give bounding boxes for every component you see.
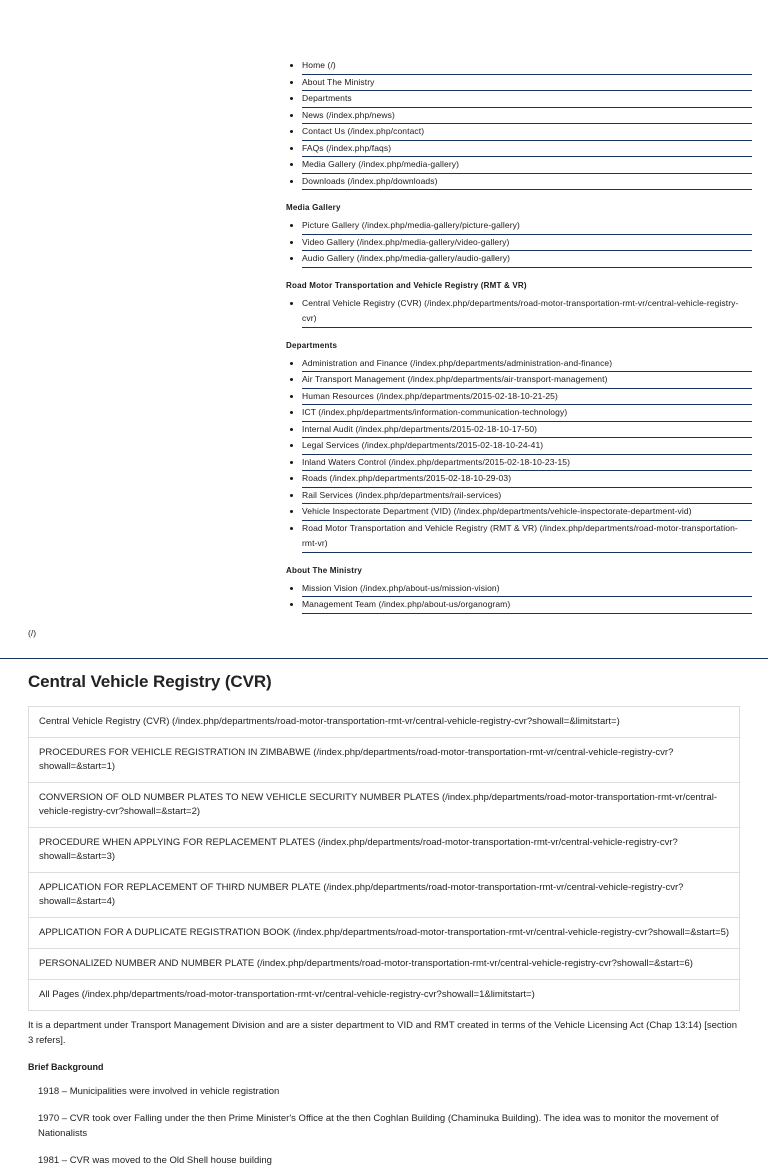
nav-item-ict[interactable]: • ICT (/index.php/departments/information-communication-technology) — [302, 405, 752, 422]
nav-item-administration-and-finance[interactable]: • Administration and Finance (/index.php/departments/administration-and-finance) — [302, 356, 752, 373]
table-row — [29, 738, 740, 783]
about-the-ministry-heading: About The Ministry — [286, 565, 363, 575]
nav-item-air-transport-management[interactable]: • Air Transport Management (/index.php/departments/air-transport-management) — [302, 372, 752, 389]
table-row — [29, 918, 740, 949]
nav-item-vehicle-inspectorate-department[interactable]: • Vehicle Inspectorate Department (VID) (/index.php/departments/vehicle-inspectorate-department-vid) — [302, 504, 752, 521]
site-navigation — [286, 58, 752, 614]
nav-item-central-vehicle-registry[interactable]: • Central Vehicle Registry (CVR) (/index.php/departments/road-motor-transportation-rmt-vr/central-vehicle-registry-cvr) — [302, 296, 752, 328]
nav-item-about-the-ministry[interactable]: • About The Ministry — [302, 75, 752, 92]
pagination-link-2[interactable]: CONVERSION OF OLD NUMBER PLATES TO NEW VEHICLE SECURITY NUMBER PLATES (/index.php/departments/road-motor-transportation-rmt-vr/central-vehicle-registry-cvr?showall=&start=2) — [29, 783, 740, 828]
history-line-1981: 1981 – CVR was moved to the Old Shell house building — [38, 1155, 272, 1166]
pagination-link-1[interactable]: PROCEDURES FOR VEHICLE REGISTRATION IN ZIMBABWE (/index.php/departments/road-motor-transportation-rmt-vr/central-vehicle-registry-cvr?showall=&start=1) — [29, 738, 740, 783]
nav-item-roads[interactable]: • Roads (/index.php/departments/2015-02-18-10-29-03) — [302, 471, 752, 488]
departments-heading: Departments — [286, 340, 338, 350]
table-row — [29, 828, 740, 873]
rmt-vr-heading: Road Motor Transportation and Vehicle Registry (RMT & VR) — [286, 280, 527, 290]
nav-item-audio-gallery[interactable]: • Audio Gallery (/index.php/media-gallery/audio-gallery) — [302, 251, 752, 268]
nav-item-human-resources[interactable]: • Human Resources (/index.php/departments/2015-02-18-10-21-25) — [302, 389, 752, 406]
media-gallery-heading: Media Gallery — [286, 203, 341, 212]
about-the-ministry-menu — [286, 581, 752, 614]
history-line-1918: 1918 – Municipalities were involved in vehicle registration — [38, 1086, 280, 1097]
table-row — [29, 873, 740, 918]
departments-section — [286, 341, 752, 553]
nav-item-faqs[interactable]: • FAQs (/index.php/faqs) — [302, 141, 752, 158]
intro-paragraph: It is a department under Transport Management Division and are a sister department to VID and RMT created in terms of the Vehicle Licensing Act (Chap 13:14) [section 3 refers]. — [28, 1020, 737, 1046]
rmt-vr-section — [286, 281, 752, 328]
nav-item-road-motor-transportation[interactable]: • Road Motor Transportation and Vehicle Registry (RMT & VR) (/index.php/departments/road-motor-transportation-rmt-vr) — [302, 521, 752, 553]
nav-item-downloads[interactable]: • Downloads (/index.php/downloads) — [302, 174, 752, 191]
about-the-ministry-section — [286, 566, 752, 614]
rmt-vr-menu — [286, 296, 752, 328]
nav-item-video-gallery[interactable]: • Video Gallery (/index.php/media-gallery/video-gallery) — [302, 235, 752, 252]
nav-item-contact-us[interactable]: • Contact Us (/index.php/contact) — [302, 124, 752, 141]
departments-menu — [286, 356, 752, 553]
nav-item-management-team[interactable]: • Management Team (/index.php/about-us/organogram) — [302, 597, 752, 614]
table-row — [29, 783, 740, 828]
pagination-link-3[interactable]: PROCEDURE WHEN APPLYING FOR REPLACEMENT PLATES (/index.php/departments/road-motor-transportation-rmt-vr/central-vehicle-registry-cvr?showall=&start=3) — [29, 828, 740, 873]
nav-item-internal-audit[interactable]: • Internal Audit (/index.php/departments/2015-02-18-10-17-50) — [302, 422, 752, 439]
nav-item-legal-services[interactable]: • Legal Services (/index.php/departments/2015-02-18-10-24-41) — [302, 438, 752, 455]
main-content — [0, 672, 768, 1168]
main-menu — [286, 58, 752, 190]
nav-item-news[interactable]: • News (/index.php/news) — [302, 108, 752, 125]
nav-item-media-gallery[interactable]: • Media Gallery (/index.php/media-gallery) — [302, 157, 752, 174]
pagination-link-5[interactable]: APPLICATION FOR A DUPLICATE REGISTRATION BOOK (/index.php/departments/road-motor-transportation-rmt-vr/central-vehicle-registry-cvr?showall=&start=5) — [29, 918, 740, 949]
page-title: Central Vehicle Registry (CVR) — [28, 672, 272, 691]
brief-background-heading: Brief Background — [28, 1062, 104, 1072]
media-gallery-menu — [286, 218, 752, 268]
table-row — [29, 949, 740, 980]
nav-item-mission-vision[interactable]: • Mission Vision (/index.php/about-us/mission-vision) — [302, 581, 752, 598]
nav-item-rail-services[interactable]: • Rail Services (/index.php/departments/rail-services) — [302, 488, 752, 505]
history-line-1970: 1970 – CVR took over Falling under the then Prime Minister's Office at the then Coghlan Building (Chaminuka Building). The idea was to monitor the movement of Nationalists — [38, 1113, 719, 1139]
pagination-link-4[interactable]: APPLICATION FOR REPLACEMENT OF THIRD NUMBER PLATE (/index.php/departments/road-motor-transportation-rmt-vr/central-vehicle-registry-cvr?showall=&start=4) — [29, 873, 740, 918]
nav-item-picture-gallery[interactable]: • Picture Gallery (/index.php/media-gallery/picture-gallery) — [302, 218, 752, 235]
pagination-link-all-pages[interactable]: All Pages (/index.php/departments/road-motor-transportation-rmt-vr/central-vehicle-registry-cvr?showall=1&limitstart=) — [29, 980, 740, 1011]
nav-item-departments[interactable]: • Departments — [302, 91, 752, 108]
pagination-link-6[interactable]: PERSONALIZED NUMBER AND NUMBER PLATE (/index.php/departments/road-motor-transportation-rmt-vr/central-vehicle-registry-cvr?showall=&start=6) — [29, 949, 740, 980]
pagination-link-0[interactable]: Central Vehicle Registry (CVR) (/index.php/departments/road-motor-transportation-rmt-vr/central-vehicle-registry-cvr?showall=&limitstart=) — [29, 707, 740, 738]
table-row — [29, 980, 740, 1011]
section-divider — [0, 658, 768, 659]
nav-item-inland-waters-control[interactable]: • Inland Waters Control (/index.php/departments/2015-02-18-10-23-15) — [302, 455, 752, 472]
media-gallery-section — [286, 203, 752, 268]
home-anchor-link[interactable]: (/) — [28, 628, 37, 638]
article-pagination-table — [28, 706, 740, 1011]
nav-item-home[interactable]: • Home (/) — [302, 58, 752, 75]
table-row — [29, 707, 740, 738]
